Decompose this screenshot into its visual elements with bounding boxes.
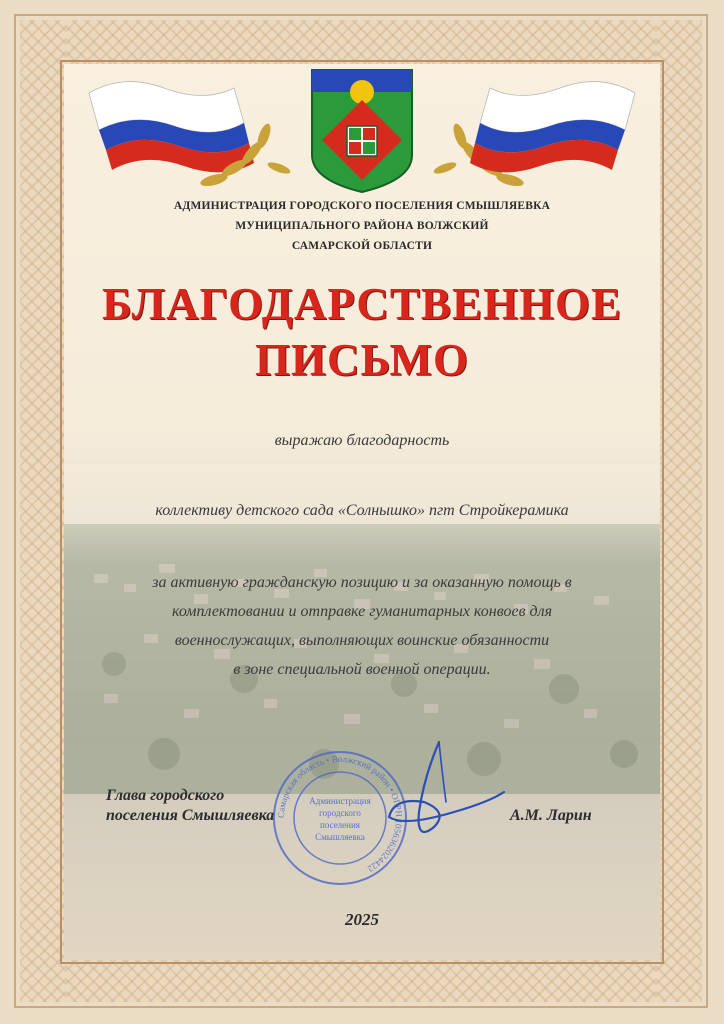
reason-line-3: военнослужащих, выполняющих воинские обязанности xyxy=(174,632,550,649)
issuer-line-1: АДМИНИСТРАЦИЯ ГОРОДСКОГО ПОСЕЛЕНИЯ СМЫШЛЯЕВКА xyxy=(173,200,551,212)
stamp-center-line-4: Смышляевка xyxy=(315,832,365,842)
year-text: 2025 xyxy=(345,910,379,929)
issuer-header xyxy=(64,196,660,256)
reason-line-2: комплектовании и отправке гуманитарных конвоев для xyxy=(171,603,553,620)
position-line-1: Глава городского xyxy=(106,787,225,804)
signatory-name: А.М. Ларин xyxy=(510,807,592,824)
greeting-text: выражаю благодарность xyxy=(274,432,450,449)
stamp-center-line-2: городского xyxy=(319,808,361,818)
emblem-row xyxy=(84,68,640,198)
reason-paragraph xyxy=(84,568,640,684)
document-title-line-2: ПИСЬМО xyxy=(255,335,469,385)
certificate-body xyxy=(64,64,660,960)
russian-flag-left xyxy=(89,82,254,173)
reason-line-4: в зоне специальной военной операции. xyxy=(233,661,491,678)
signatory-position xyxy=(106,786,274,826)
position-line-2: поселения Смышляевка xyxy=(106,807,275,824)
stamp-center-line-3: поселения xyxy=(320,820,360,830)
document-title-line-1: БЛАГОДАРСТВЕННОЕ xyxy=(102,279,622,329)
stamp-center-line-1: Администрация xyxy=(309,796,371,806)
recipient-text: коллективу детского сада «Солнышко» пгт Стройкерамика xyxy=(155,502,569,519)
coat-of-arms xyxy=(312,70,412,192)
handwritten-signature xyxy=(364,732,514,862)
stamp-ring-text: Самарская область • Волжский район • ОГРН 1056362024422 xyxy=(275,753,405,874)
reason-line-1: за активную гражданскую позицию и за оказанную помощь в xyxy=(152,574,572,591)
russian-flag-right xyxy=(470,82,635,173)
issuer-line-3: САМАРСКОЙ ОБЛАСТИ xyxy=(291,240,433,252)
issuer-line-2: МУНИЦИПАЛЬНОГО РАЙОНА ВОЛЖСКИЙ xyxy=(235,220,489,232)
